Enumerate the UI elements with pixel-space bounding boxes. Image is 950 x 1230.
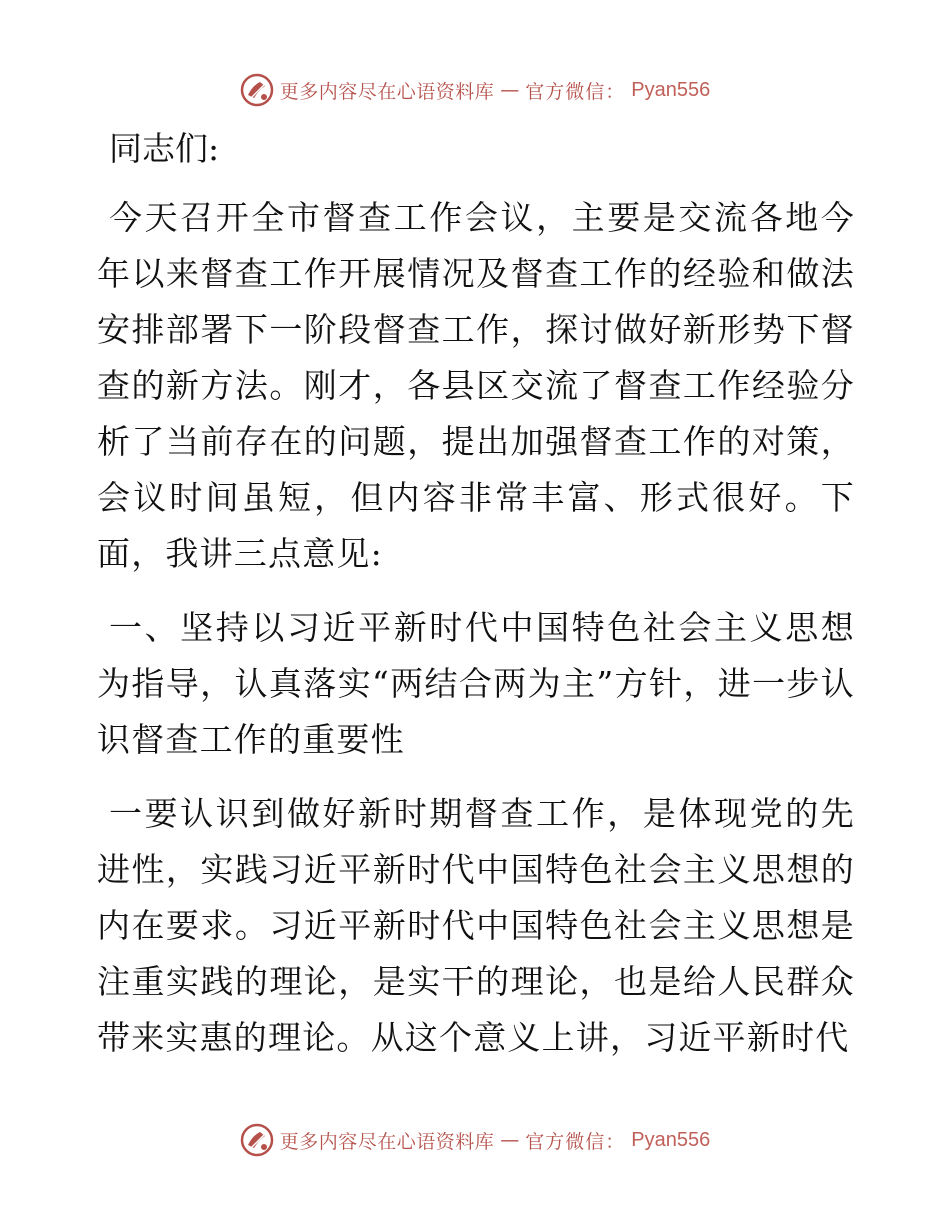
footer-banner: [0, 1118, 950, 1162]
document-body: [97, 122, 855, 1066]
banner-separator: —: [500, 79, 520, 101]
banner-title: 更多内容尽在心语资料库: [279, 80, 495, 103]
paragraph-intro: 今天召开全市督查工作会议，主要是交流各地今年以来督查工作开展情况及督查工作的经验和做法安排部署下一阶段督查工作，探讨做好新形势下督查的新方法。刚才，各县区交流了督查工作经验分析了当前存在的问题，提出加强督查工作的对策，会议时间虽短，但内容非常丰富、形式很好。下面，我讲三点意见:: [97, 198, 855, 573]
paragraph-point-1: 一要认识到做好新时期督查工作，是体现党的先进性，实践习近平新时代中国特色社会主义思想的内在要求。习近平新时代中国特色社会主义思想是注重实践的理论，是实干的理论，也是给人民群众带来实惠的理论。从这个意义上讲，习近平新时代: [97, 794, 855, 1057]
book-logo-icon: [240, 1123, 274, 1157]
header-banner: [0, 68, 950, 112]
banner-wechat-id: Pyan556: [631, 78, 711, 101]
banner-wechat-label: 官方微信：: [525, 1130, 626, 1153]
banner-wechat-label: 官方微信：: [525, 80, 626, 103]
banner-wechat-id: Pyan556: [631, 1128, 711, 1151]
banner-title: 更多内容尽在心语资料库: [279, 1130, 495, 1153]
banner-separator: —: [500, 1129, 520, 1151]
section-heading-1: 一、坚持以习近平新时代中国特色社会主义思想为指导，认真落实“两结合两为主”方针，进一步认识督查工作的重要性: [97, 608, 855, 759]
salutation: 同志们:: [109, 129, 220, 168]
book-logo-icon: [240, 73, 274, 107]
